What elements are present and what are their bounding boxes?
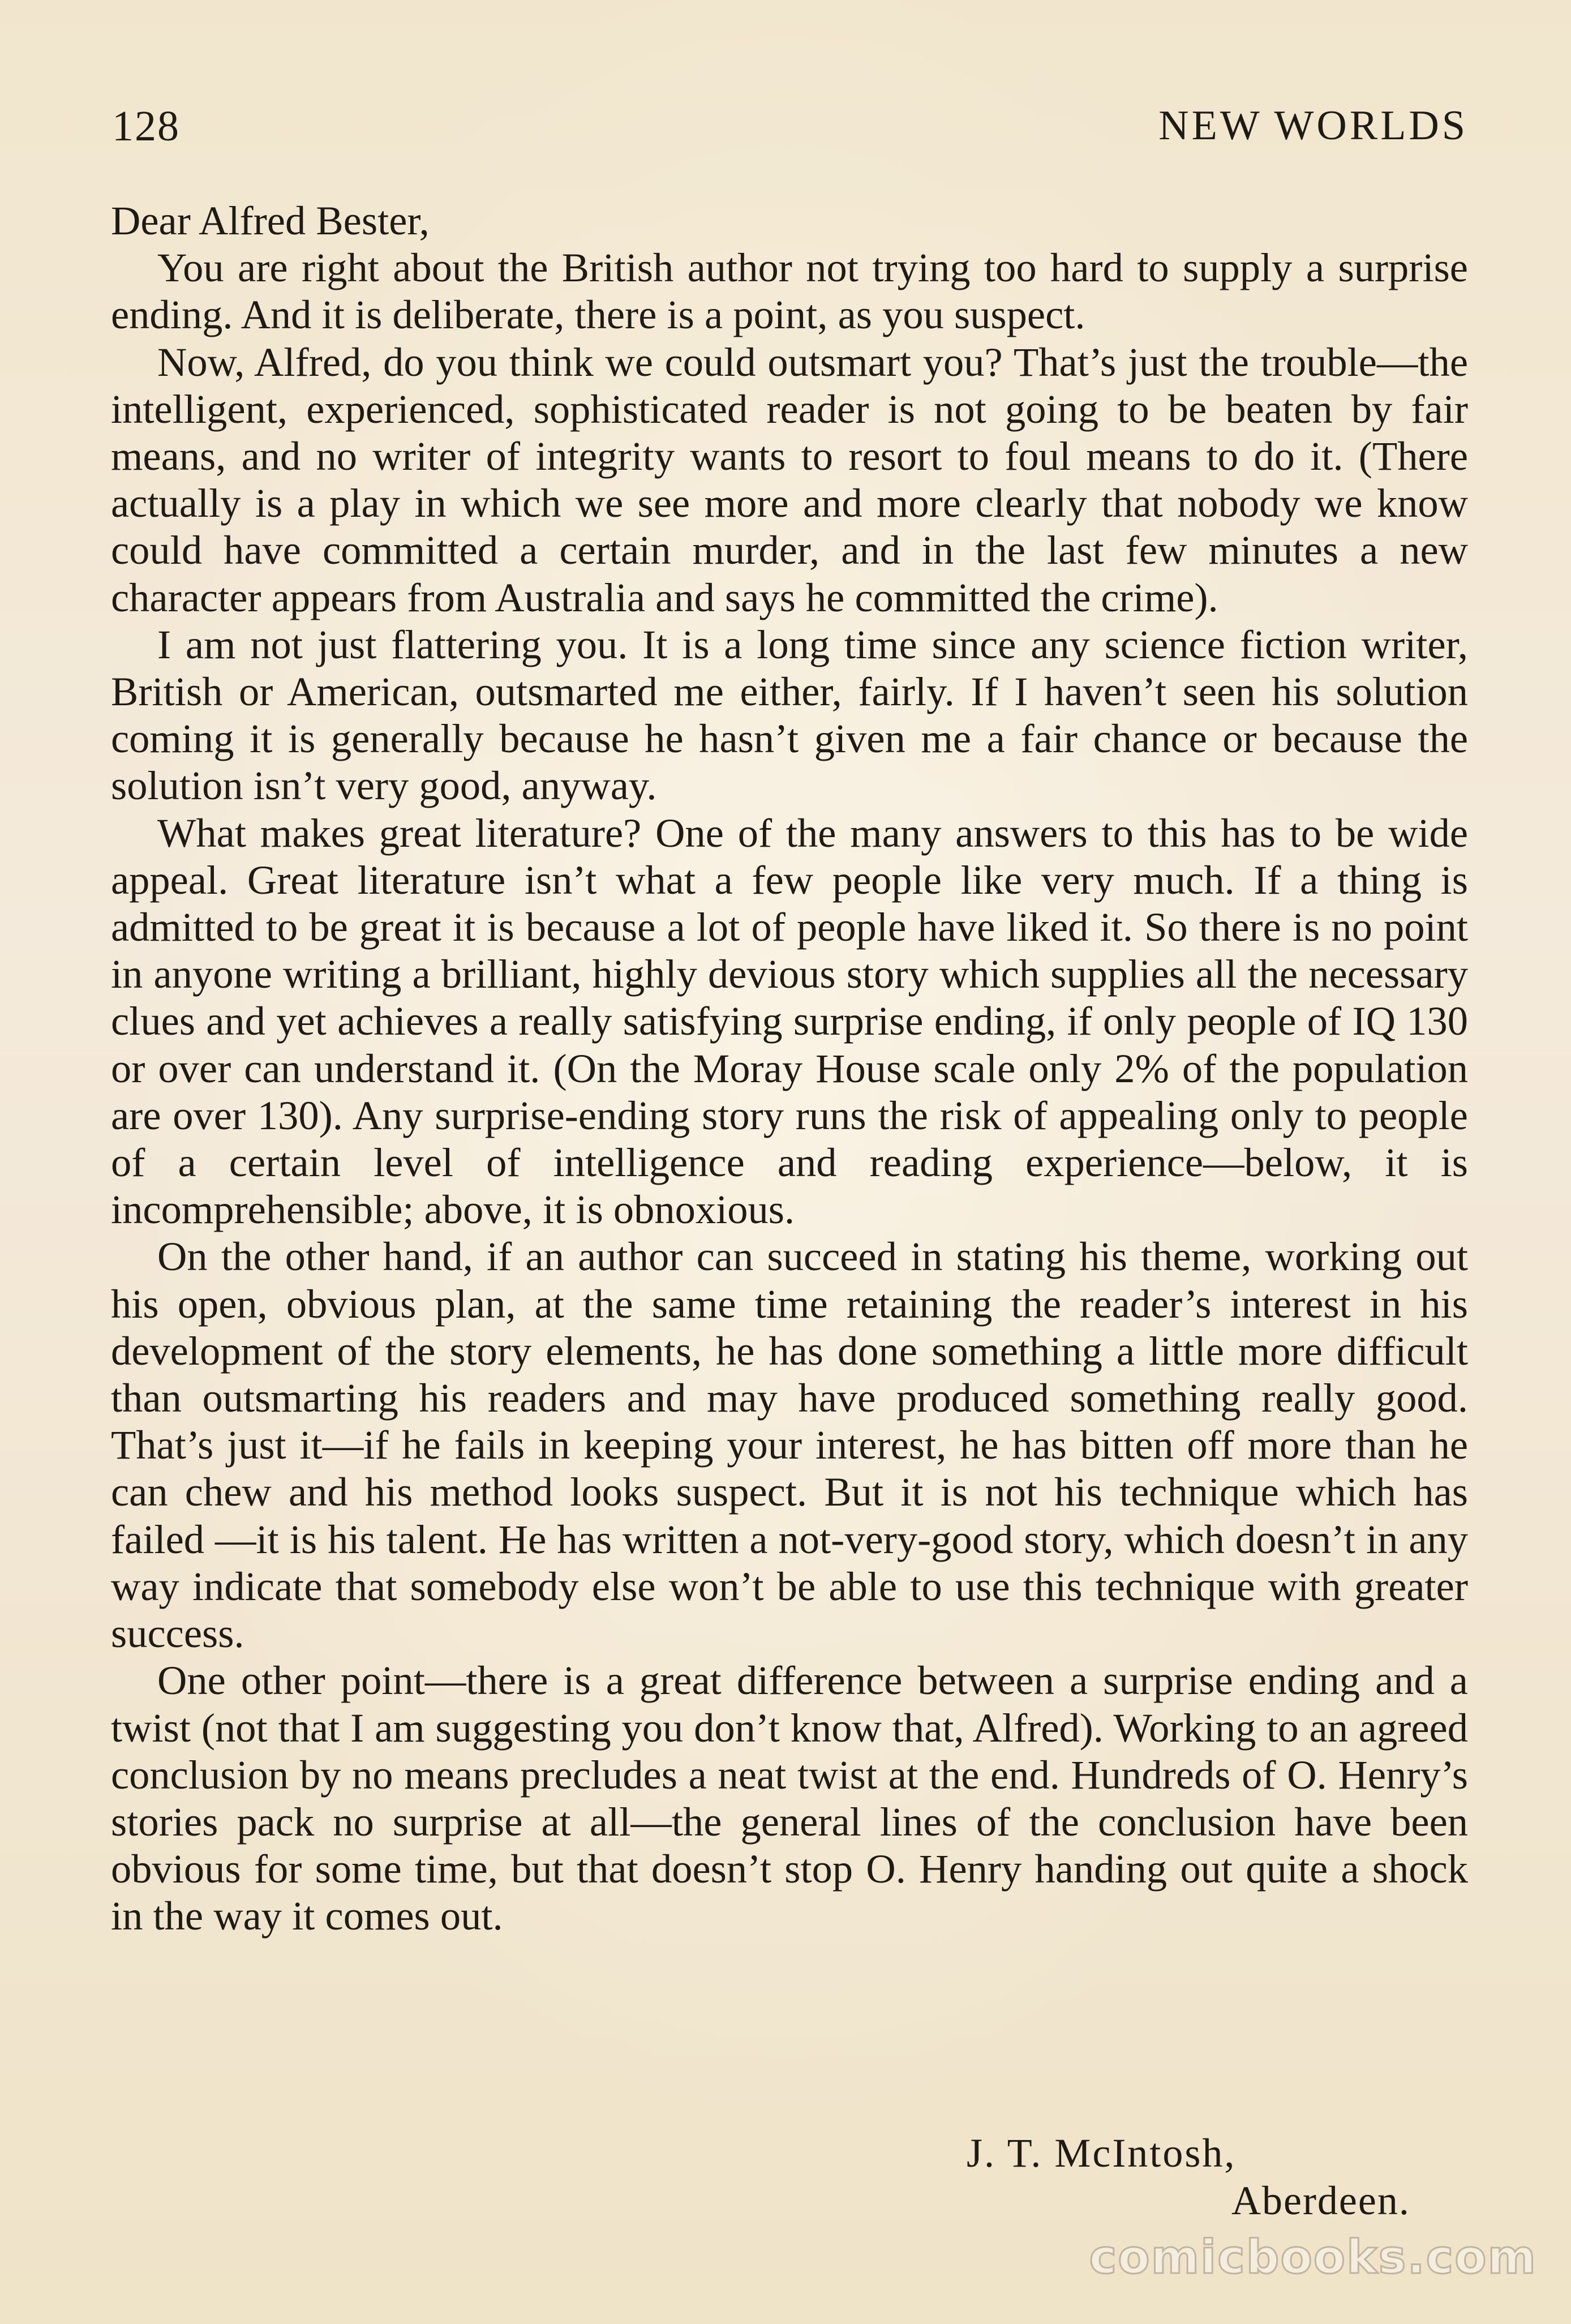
paragraph-1: You are right about the British author not trying too hard to supply a surprise ending. And it is deliberate, there is a point, as you suspect. [111, 245, 1468, 338]
salutation: Dear Alfred Bester, [111, 198, 430, 243]
signature-block [967, 2129, 1476, 2224]
signature-place: Aberdeen. [1231, 2178, 1410, 2223]
paragraph-3: I am not just flattering you. It is a long time since any science fiction writer, British or American, outsmarted me either, fairly. If I haven’t seen his solution coming it is generally because he hasn’t given me a fair chance or because the solution isn’t very good, anyway. [111, 621, 1468, 809]
letter-body [111, 197, 1468, 1940]
paragraph-5: On the other hand, if an author can succeed in stating his theme, working out his open, obvious plan, at the same time retaining the reader’s interest in his development of the story elements, he has done something a little more difficult than outsmarting his readers and may have produced something really good. That’s just it—if he fails in keeping your interest, he has bitten off more than he can chew and his method looks suspect. But it is not his technique which has failed —it is his talent. He has written a not-very-good story, which doesn’t in any way indicate that somebody else won’t be able to use this technique with greater success. [111, 1233, 1468, 1657]
paragraph-6: One other point—there is a great difference between a surprise ending and a twist (not that I am suggesting you don’t know that, Alfred). Working to an agreed conclusion by no means precludes a neat twist at the end. Hundreds of O. Henry’s stories pack no surprise at all—the general lines of the conclusion have been obvious for some time, but that doesn’t stop O. Henry handing out quite a shock in the way it comes out. [111, 1657, 1468, 1939]
running-head: NEW WORLDS [1158, 102, 1468, 149]
paragraph-2: Now, Alfred, do you think we could outsmart you? That’s just the trouble—the intelligent, experienced, sophisticated reader is not going to be beaten by fair means, and no writer of integrity wants to resort to foul means to do it. (There actually is a play in which we see more and more clearly that nobody we know could have committed a certain murder, and in the last few minutes a new character appears from Australia and says he committed the crime). [111, 338, 1468, 620]
watermark: comicbooks.com [1089, 2231, 1537, 2284]
signature-name: J. T. McIntosh, [967, 2130, 1237, 2176]
paragraph-4: What makes great literature? One of the many answers to this has to be wide appeal. Great literature isn’t what a few people like very much. If a thing is admitted to be great it is because a lot of people have liked it. So there is no point in anyone writing a brilliant, highly devious story which supplies all the necessary clues and yet achieves a really satisfying surprise ending, if only people of IQ 130 or over can understand it. (On the Moray House scale only 2% of the population are over 130). Any surprise-ending story runs the risk of appealing only to people of a certain level of intelligence and reading experience—below, it is incomprehensible; above, it is obnoxious. [111, 809, 1468, 1233]
page-number: 128 [112, 102, 180, 150]
